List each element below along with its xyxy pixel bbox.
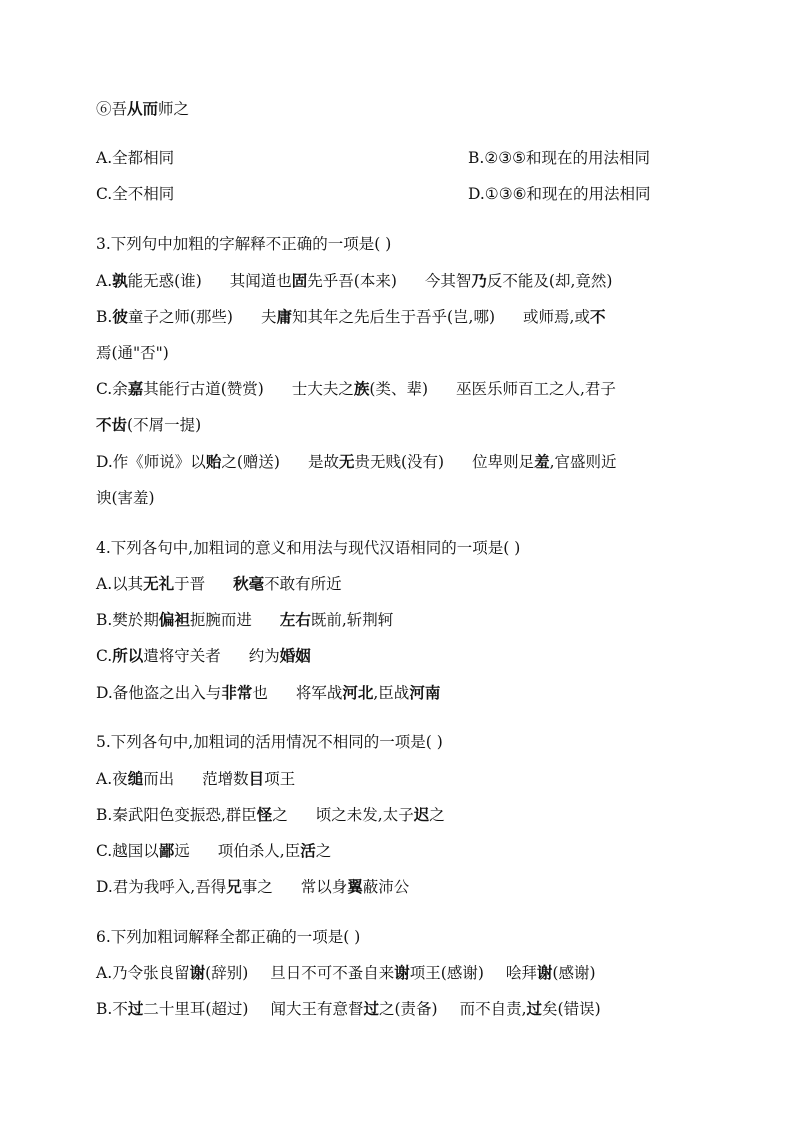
q3-option-c-cont: 不齿(不屑一提) [96,415,202,434]
q3-option-a: A.孰能无惑(谁) 其闻道也固先乎吾(本来) 今其智乃反不能及(却,竟然) [96,271,613,290]
option-line-6: ⑥吾从而师之 [96,99,190,118]
q4-option-d: D.备他盗之出入与非常也 将军战河北,臣战河南 [96,683,441,702]
question-6-stem: 6.下列加粗词解释全都正确的一项是( ) [96,928,361,946]
q5-option-d: D.君为我呼入,吾得兄事之 常以身翼蔽沛公 [96,877,410,896]
q3-option-c: C.余嘉其能行古道(赞赏) 士大夫之族(类、辈) 巫医乐师百工之人,君子 [96,379,616,398]
q4-option-c: C.所以遣将守关者 约为婚姻 [96,646,311,665]
q3-option-b: B.彼童子之师(那些) 夫庸知其年之先后生于吾乎(岂,哪) 或师焉,或不 [96,307,606,326]
q5-option-c: C.越国以鄙远 项伯杀人,臣活之 [96,841,332,860]
q5-option-b: B.秦武阳色变振恐,群臣怪之 顷之未发,太子迟之 [96,805,445,824]
q6-option-b: B.不过二十里耳(超过) 闻大王有意督过之(责备) 而不自责,过矣(错误) [96,999,601,1018]
q3-option-d: D.作《师说》以贻之(赠送) 是故无贵无贱(没有) 位卑则足羞,官盛则近 [96,452,617,471]
question-4-stem: 4.下列各句中,加粗词的意义和用法与现代汉语相同的一项是( ) [96,539,521,557]
bold-word: 从而 [127,99,159,118]
q4-option-a: A.以其无礼于晋 秋毫不敢有所近 [96,574,342,593]
choice-d: D.①③⑥和现在的用法相同 [468,185,651,203]
q3-option-d-cont: 谀(害羞) [96,489,155,507]
choice-c: C.全不相同 [96,185,175,203]
choice-row-cd [96,183,698,205]
choice-b: B.②③⑤和现在的用法相同 [468,149,651,167]
q6-option-a: A.乃令张良留谢(辞别) 旦日不可不蚤自来谢项王(感谢) 哙拜谢(感谢) [96,963,596,982]
choice-a: A.全都相同 [96,149,175,167]
choice-row-ab [96,147,698,169]
question-3-stem: 3.下列句中加粗的字解释不正确的一项是( ) [96,235,392,253]
q3-option-b-cont: 焉(通"否") [96,344,169,362]
question-5-stem: 5.下列各句中,加粗词的活用情况不相同的一项是( ) [96,733,443,751]
q4-option-b: B.樊於期偏袒扼腕而进 左右既前,斩荆轲 [96,610,394,629]
q5-option-a: A.夜缒而出 范增数目项王 [96,769,296,788]
